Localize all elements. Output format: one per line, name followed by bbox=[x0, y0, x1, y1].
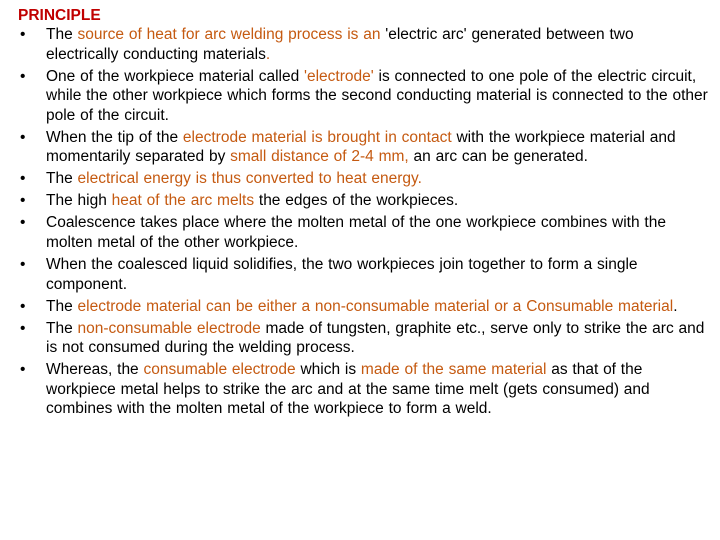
bullet-dot-icon: • bbox=[20, 192, 26, 210]
bullet-dot-icon: • bbox=[20, 256, 26, 274]
slide-content bbox=[18, 6, 708, 421]
bullet-item bbox=[18, 67, 708, 126]
body-text: One of the workpiece material called bbox=[46, 67, 305, 85]
body-text: The high bbox=[46, 192, 112, 210]
bullet-dot-icon: • bbox=[20, 128, 26, 146]
body-text: When the tip of the bbox=[46, 128, 183, 146]
bullet-list bbox=[18, 25, 708, 419]
slide-title: PRINCIPLE bbox=[18, 7, 101, 24]
body-text: 'electric arc' generated between two electrically conducting materials bbox=[46, 26, 634, 63]
highlighted-text: non-consumable electrode bbox=[77, 319, 261, 337]
bullet-dot-icon: • bbox=[20, 214, 26, 232]
bullet-item bbox=[18, 360, 708, 419]
highlighted-text: . bbox=[265, 45, 271, 63]
body-text: The bbox=[46, 319, 78, 337]
body-text: The bbox=[46, 297, 78, 315]
body-text: The bbox=[46, 26, 78, 43]
bullet-dot-icon: • bbox=[20, 297, 26, 315]
bullet-item bbox=[18, 169, 708, 189]
body-text: an arc can be generated. bbox=[408, 148, 588, 166]
body-text: is connected to one pole of the electric circuit, while the other workpiece which forms the second conducting material is connected to the other pole of the circuit. bbox=[46, 67, 708, 124]
bullet-item bbox=[18, 213, 708, 252]
bullet-item bbox=[18, 128, 708, 167]
body-text: as that of the workpiece metal helps to strike the arc and at the same time melt (gets consumed) and combines with the molten metal of the workpiece to form a weld. bbox=[46, 361, 650, 418]
highlighted-text: electrical energy is thus converted to heat energy. bbox=[77, 170, 422, 188]
bullet-dot-icon: • bbox=[20, 170, 26, 188]
body-text: the edges of the workpieces. bbox=[254, 192, 459, 210]
highlighted-text: 'electrode' bbox=[304, 67, 374, 85]
body-text: made of tungsten, graphite etc., serve only to strike the arc and is not consumed during the welding process. bbox=[46, 319, 705, 357]
body-text: Coalescence takes place where the molten metal of the one workpiece combines with the molten metal of the other workpiece. bbox=[46, 214, 666, 251]
bullet-item bbox=[18, 297, 708, 317]
highlighted-text: source of heat for arc welding process is an bbox=[77, 26, 386, 43]
highlighted-text: heat of the arc melts bbox=[111, 192, 255, 210]
bullet-item bbox=[18, 25, 708, 64]
bullet-dot-icon: • bbox=[20, 26, 26, 43]
highlighted-text: small distance of 2-4 mm, bbox=[230, 148, 409, 166]
bullet-dot-icon: • bbox=[20, 67, 26, 85]
body-text: with the workpiece material and momentarily separated by bbox=[46, 128, 676, 166]
bullet-item bbox=[18, 319, 708, 358]
body-text: which is bbox=[295, 361, 361, 379]
highlighted-text: electrode material can be either a non-consumable material or a Consumable material bbox=[77, 297, 674, 315]
body-text: . bbox=[673, 297, 678, 315]
bullet-item bbox=[18, 191, 708, 211]
bullet-dot-icon: • bbox=[20, 361, 26, 379]
highlighted-text: consumable electrode bbox=[143, 361, 296, 379]
body-text: The bbox=[46, 170, 78, 188]
bullet-dot-icon: • bbox=[20, 319, 26, 337]
highlighted-text: electrode material is brought in contact bbox=[182, 128, 452, 146]
bullet-item bbox=[18, 255, 708, 294]
highlighted-text: made of the same material bbox=[360, 361, 547, 379]
body-text: Whereas, the bbox=[46, 361, 144, 379]
body-text: When the coalesced liquid solidifies, the two workpieces join together to form a single component. bbox=[46, 256, 638, 293]
